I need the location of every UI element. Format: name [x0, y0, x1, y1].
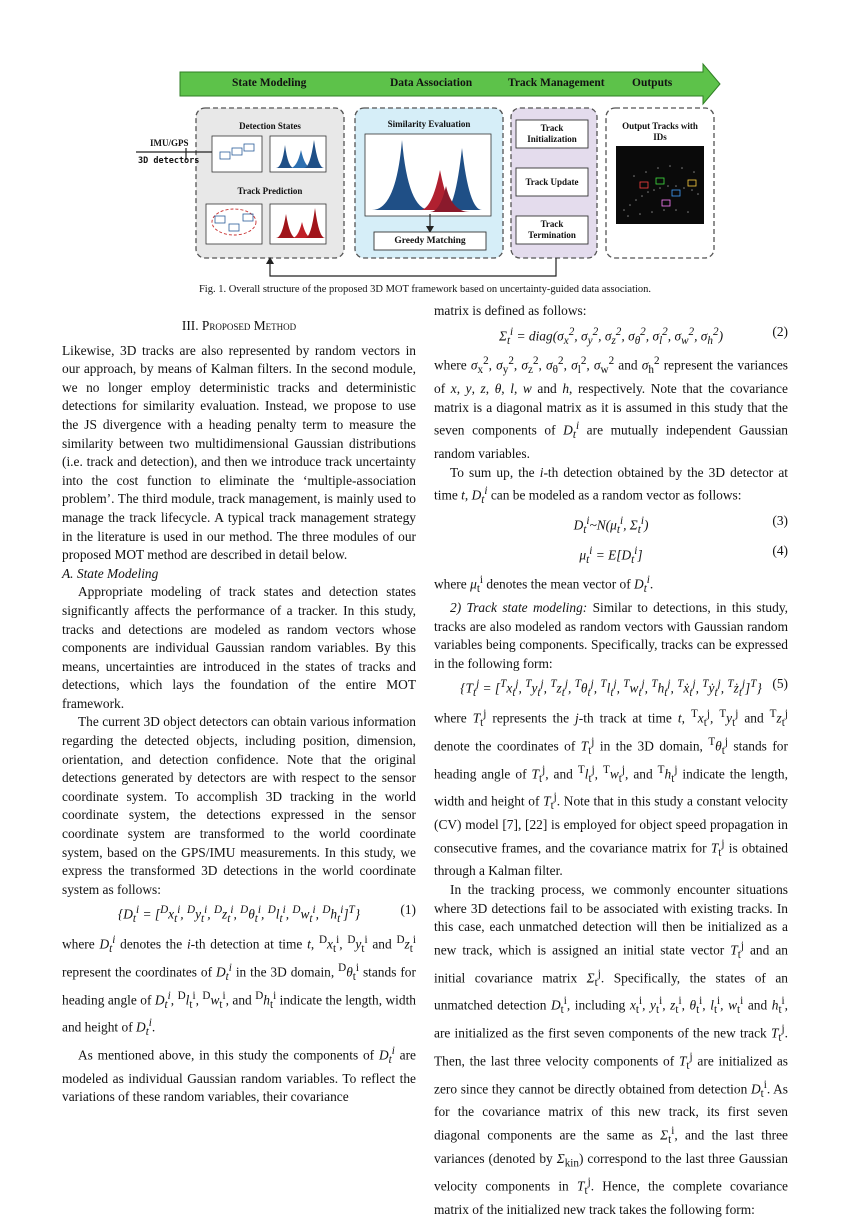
right-column — [434, 302, 788, 1219]
track-update-label: Track Update — [525, 177, 579, 187]
input-imu-gps: IMU/GPS — [150, 138, 189, 148]
greedy-matching-label: Greedy Matching — [394, 236, 466, 246]
equation-number: (3) — [772, 512, 788, 528]
paragraph: To sum up, the i-th detection obtained by the 3D detector at time t, $D_t^i$ can be modeled as a random vector as follows: — [434, 464, 788, 507]
paragraph: where $T_t^j$ represents the j-th track at time t, $^Tx_t^j$, $^Ty_t^j$ and $^Tz_t^j$ denote the coordinates of $T_t^j$ in the 3D domain, $^T\theta_t^j$ stands for heading angle of $T_t^j$, and $^Tl_t^j$, $^Tw_t^j$, and $^Th_t^j$ indicate the length, width and height of $T_t^j$. Note that in this study a constant velocity (CV) model [7], [22] is employed for object speed propagation in consecutive frames, and the covariance matrix for $T_t^j$ is obtained through a Kalman filter. — [434, 708, 788, 879]
input-3d-detectors: 3D detectors — [138, 156, 200, 166]
section-heading: III. Proposed Method — [181, 318, 297, 333]
subsection-heading: 2) Track state modeling: — [450, 600, 588, 616]
track-termination-label: Track Termination — [528, 219, 576, 240]
stage-outputs: Outputs — [632, 77, 673, 89]
track-initialization-label: Track Initialization — [527, 123, 577, 144]
framework-figure — [0, 0, 850, 300]
equation-5: {$T_t^j = [^Tx_t^j$, $^Ty_t^j$, $^Tz_t^j$, $^T\theta_t^j$, $^Tl_t^j$, $^Tw_t^j$, $^Th_t^j$, $^T$ẋ$_t^j$, $^T$ẏ$_t^j$, $^Tż_t^j]^T$} (5) — [460, 676, 788, 700]
equation-3: $D_t^i\sim N(\mu_t^i$, $\Sigma_t^i$) (3) — [573, 512, 788, 537]
stage-track-management: Track Management — [508, 77, 605, 89]
paragraph: where $D_t^i$ denotes the i-th detection at time t, $^Dx_t^i$, $^Dy_t^i$ and $^Dz_t^i$ represent the coordinates of $D_t^i$ in the 3D domain, $^D\theta_t^i$ stands for heading angle of $D_t^i$, $^Dl_t^i$, $^Dw_t^i$, and $^Dh_t^i$ indicate the length, width and height of $D_t^i$. — [62, 934, 417, 1039]
detection-states-label: Detection States — [239, 121, 301, 131]
paragraph: The current 3D object detectors can obtain various information regarding the detected objects, including position, dimension, orientation, and detection confidence. Note that the original detections generated by detectors are with respect to the sensor coordinate system. To accomplish 3D tracking in the world coordinate system, the detections expressed in the sensor coordinate system are transformed to the world coordinate system, based on the GPS/IMU measurements. In this study, we express the transformed 3D detections in the world coordinate system as follows: — [62, 714, 416, 897]
feedback-arrow — [270, 258, 556, 276]
paragraph: where $\sigma_x^2$, $\sigma_y^2$, $\sigma_z^2$, $\sigma_\theta^2$, $\sigma_l^2$, $\sigma_w^2$ and $\sigma_h^2$ represent the variances of x, y, z, θ, l, w and h, respectively. Note that the covariance matrix is a diagonal matrix as it is assumed in this study that the seven components of $D_t^i$ are mutually independent Gaussian random variables. — [434, 355, 788, 461]
paragraph: As mentioned above, in this study the components of $D_t^i$ are modeled as individual Gaussian random variables. To reflect the variations of these random variables, their covariance — [62, 1045, 416, 1105]
paragraph: where $\mu_t^i$ denotes the mean vector of $D_t^i$. — [434, 574, 654, 596]
equation-number: (1) — [400, 902, 416, 918]
paragraph: Likewise, 3D tracks are also represented by random vectors in our approach, by means of Kalman filters. In the second module, we no longer employ deterministic tracks and deterministic detections for similarity evaluation. Instead, we propose to use the JS divergence with a heading penalty term to measure the similarity between two multidimensional Gaussian distributions (i.e. track and detection), and then we introduce track uncertainty into the cost function to eliminate the ‘multiple-association problem’. The third module, track management, is mainly used to manage the track lifecycle. A typical track management strategy in the literature is used in our method. The three modules of our proposed MOT method are described in detail below. — [62, 342, 416, 563]
paragraph: matrix is defined as follows: — [434, 303, 587, 318]
equation-number: (4) — [772, 542, 788, 558]
paragraph: In the tracking process, we commonly encounter situations where 3D detections fail to be associated with existing tracks. In this case, each unmatched detection will then be initialized as a new track, which is assigned an initial state vector $T_t^j$ and an initial covariance matrix $\Sigma_t^j$. Specifically, the states of an unmatched detection $D_t^i$, including $x_t^i$, $y_t^i$, $z_t^i$, $\theta_t^i$, $l_t^i$, $w_t^i$ and $h_t^i$, are initialized as the first seven components of the new track $T_t^j$. Then, the last three velocity components of $T_t^j$ are initialized as zero since they cannot be directly obtained from detection $D_t^i$. As for the covariance matrix of this new track, its first seven diagonal components are the same as $\Sigma_t^i$, and the last three variances (denoted by $\Sigma_{kin}$) correspond to the last three Gaussian velocity components in $T_t^j$. Hence, the complete covariance matrix of the initialized new track takes the following form: — [434, 882, 789, 1217]
stage-data-association: Data Association — [390, 77, 473, 89]
output-tracks-image — [616, 146, 704, 224]
paragraph: 2) Track state modeling: Similar to detections, in this study, tracks are also modeled as random vectors with Gaussian random variables being components. Specifically, tracks can be expressed in the following form: — [434, 600, 788, 671]
similarity-evaluation-label: Similarity Evaluation — [387, 119, 471, 129]
equation-2: $\Sigma_t^i$ = $diag(\sigma_x^2$, $\sigma_y^2$, $\sigma_z^2$, $\sigma_\theta^2$, $\sigma_l^2$, $\sigma_w^2$, $\sigma_h^2$) (2) — [498, 323, 788, 347]
stage-state-modeling: State Modeling — [232, 77, 307, 89]
equation-1: {$D_t^i = [^Dx_t^i$, $^Dy_t^i$, $^Dz_t^i$, $^D\theta_t^i$, $^Dl_t^i$, $^Dw_t^i$, $^Dh_t^i]^T$} (1) — [117, 902, 416, 926]
equation-number: (2) — [772, 323, 788, 339]
figure-caption: Fig. 1. Overall structure of the proposed 3D MOT framework based on uncertainty-guided data association. — [198, 284, 652, 295]
left-column — [62, 312, 416, 1107]
equation-4: $\mu_t^i = E[D_t^i]$ (4) — [579, 542, 788, 566]
detection-boxes-image — [212, 136, 262, 172]
track-prediction-label: Track Prediction — [237, 186, 303, 196]
paragraph: Appropriate modeling of track states and detection states significantly affects the performance of a tracker. In this study, tracks and detections are modeled as random vectors whose components are individual Gaussian random variables. By this means, uncertainties are introduced in the states of tracks and detections, which lays the foundation of the entire MOT framework. — [62, 584, 416, 711]
subsection-heading: A. State Modeling — [62, 565, 159, 581]
output-tracks-label: Output Tracks with IDs — [622, 121, 698, 142]
equation-number: (5) — [772, 676, 788, 692]
